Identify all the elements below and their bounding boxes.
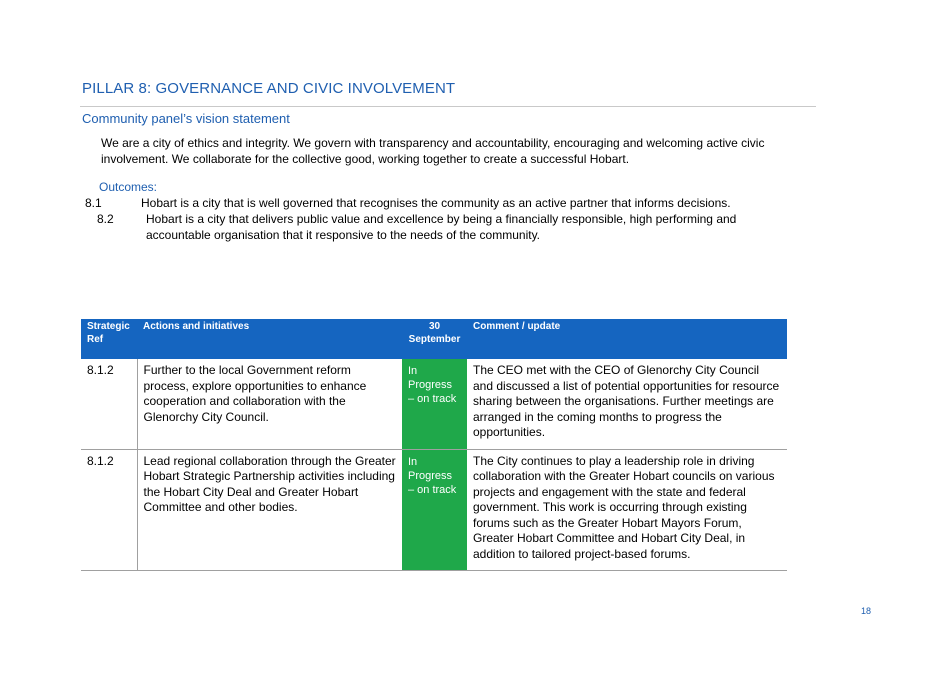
column-header-status: 30 September: [402, 319, 467, 359]
column-header-actions: Actions and initiatives: [137, 319, 402, 359]
status-cell: In Progress – on track: [402, 359, 467, 449]
outcome-text: Hobart is a city that is well governed that recognises the community as an active partner that informs decisions.: [141, 196, 731, 210]
page-number: 18: [861, 606, 872, 616]
table-row: [81, 359, 787, 449]
title-divider: [80, 106, 816, 107]
comment-cell: The City continues to play a leadership role in driving collaboration with the Greater Hobart councils on various projects and engagement with the state and federal government. This work is occurring through existing forums such as the Greater Hobart Mayors Forum, Greater Hobart Committee and Hobart City Deal, in addition to tailored project-based forums.: [467, 449, 787, 571]
column-header-comment: Comment / update: [467, 319, 787, 359]
page-title: PILLAR 8: GOVERNANCE AND CIVIC INVOLVEMENT: [82, 80, 456, 97]
outcome-number: 8.2: [97, 212, 114, 226]
outcome-number: 8.1: [85, 196, 102, 210]
strategic-ref-cell: 8.1.2: [81, 449, 137, 571]
table-header-row: [81, 319, 787, 359]
status-cell: In Progress – on track: [402, 449, 467, 571]
actions-table: [81, 319, 787, 571]
strategic-ref-cell: 8.1.2: [81, 359, 137, 449]
table-row: [81, 449, 787, 571]
action-cell: Lead regional collaboration through the Greater Hobart Strategic Partnership activities including the Hobart City Deal and Greater Hobart Committee and other bodies.: [137, 449, 402, 571]
column-header-strategic-ref: Strategic Ref: [81, 319, 137, 359]
outcome-text: Hobart is a city that delivers public value and excellence by being a financially responsible, high performing and accountable organisation that it responsive to the needs of the community.: [146, 212, 737, 242]
action-cell: Further to the local Government reform process, explore opportunities to enhance cooperation and collaboration with the Glenorchy City Council.: [137, 359, 402, 449]
outcomes-label: Outcomes:: [99, 180, 158, 194]
vision-statement: We are a city of ethics and integrity. We govern with transparency and accountability, encouraging and welcoming active civic involvement. We collaborate for the collective good, working together to create a successful Hobart.: [101, 136, 765, 166]
section-subtitle: Community panel’s vision statement: [82, 111, 290, 126]
comment-cell: The CEO met with the CEO of Glenorchy City Council and discussed a list of potential opportunities for resource sharing between the organisations. Further meetings are arranged in the coming months to progress the opportunities.: [467, 359, 787, 449]
